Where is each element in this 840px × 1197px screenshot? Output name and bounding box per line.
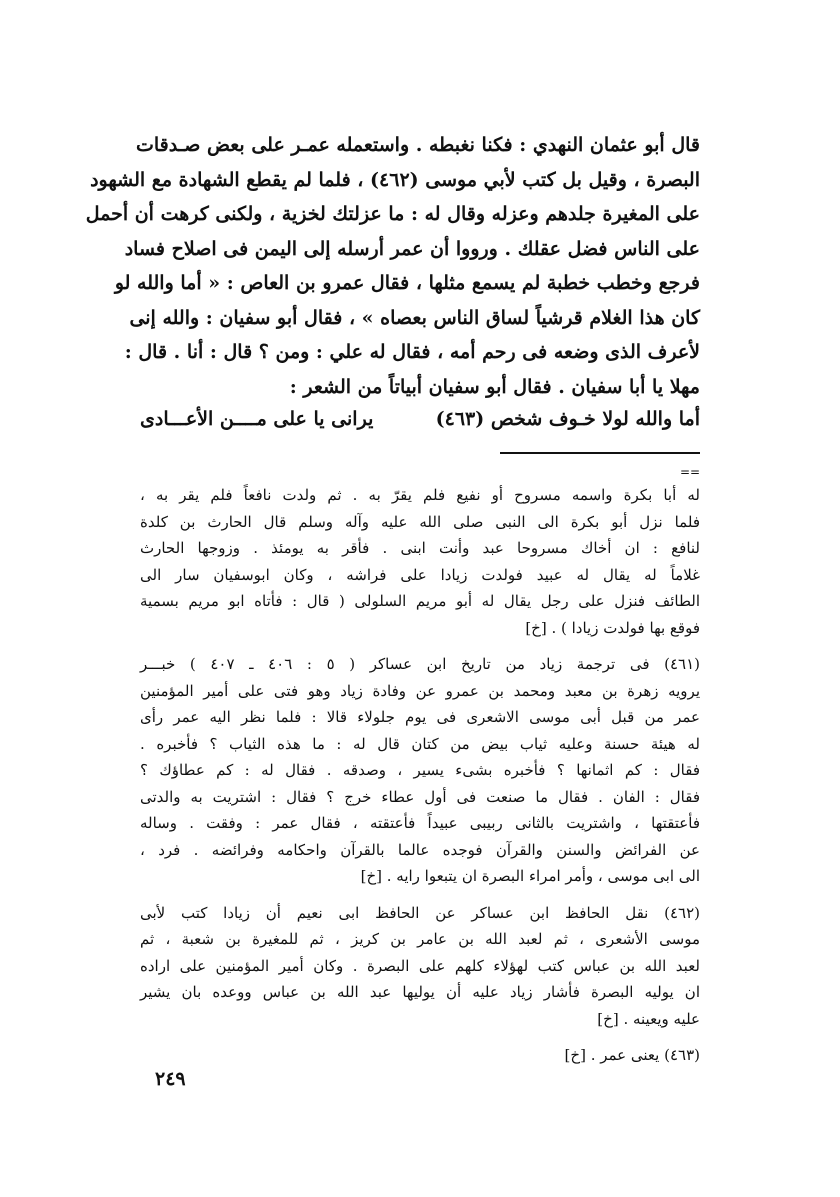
- footnote-line: الى ابى موسى ، وأمر امراء البصرة ان يتبعوا رايه . [خ]: [360, 867, 700, 885]
- footnote-line: له هيئة حسنة وعليه ثياب بيض من كتان قال له : ما هذه الثياب ؟ فأخبره .: [140, 734, 700, 753]
- footnote-line: (٤٦٣) يعنى عمر . [خ]: [564, 1046, 700, 1064]
- footnote-line: فوقع بها فولدت زيادا ) . [خ]: [525, 618, 700, 637]
- footnote-462: [140, 900, 700, 1033]
- footnote-line: (٤٦١) فى ترجمة زياد من تاريخ ابن عساكر ( ٥ : ٤٠٦ ـ ٤٠٧ ) خبـــر: [140, 655, 701, 673]
- main-text-line: على الناس فضل عقلك . ورووا أن عمر أرسله إلى اليمن فى اصلاح فساد: [124, 237, 700, 260]
- footnote-line: ان يوليه البصرة فأشار زياد عليه أن يوليها عبد الله بن عباس ووعده بان يشير: [140, 983, 700, 1001]
- footnote-line: (٤٦٢) نقل الحافظ ابن عساكر عن الحافظ ابى نعيم أن زيادا كتب لأبى: [140, 903, 700, 922]
- footnote-separator: [500, 452, 700, 454]
- main-text-line: فرجع وخطب خطبة لم يسمع مثلها ، فقال عمرو بن العاص : « أما والله لو: [114, 272, 700, 294]
- footnote-line: غلاماً له يقال له عبيد فولدت زيادا على فراشه ، وكان ابوسفيان سار الى: [140, 565, 700, 584]
- verse-first-hemistich: أما والله لولا خـوف شخص (٤٦٣): [435, 408, 700, 430]
- main-text-line: كان هذا الغلام قرشياً لساق الناس بعصاه » ، فقال أبو سفيان : والله إنى: [129, 306, 700, 329]
- footnote-line: فأعتقتها ، واشتريت بالثانى ربيبى عبيداً فأعتقته ، فقال عمر : وفقت . وساله: [140, 814, 700, 832]
- footnote-line: موسى الأشعرى ، ثم لعبد الله بن عامر بن كريز ، ثم للمغيرة بن شعبة ، ثم: [140, 930, 700, 948]
- footnote-line: الطائف فنزل على رجل يقال له أبو مريم السلولى ( قال : فأتاه ابو مريم بسمية: [140, 592, 700, 610]
- footnotes-section: [140, 482, 700, 1079]
- main-text-line: البصرة ، وقيل بل كتب لأبي موسى (٤٦٢) ، فلما لم يقطع الشهادة مع الشهود: [90, 168, 700, 191]
- footnote-continuation-mark: ==: [680, 465, 701, 479]
- main-text-line: مهلا يا أبا سفيان . فقال أبو سفيان أبياتاً من الشعر :: [289, 375, 700, 398]
- verse-second-hemistich: يرانى يا على مــــن الأعـــادى: [140, 408, 374, 430]
- main-text-line: على المغيرة جلدهم وعزله وقال له : ما عزلتك لخزية ، ولكنى كرهت أن أحمل: [85, 203, 700, 225]
- footnote-line: يرويه زهرة بن معبد ومحمد بن عمرو عن وفادة زياد وهو فتى على أمير المؤمنين: [140, 681, 700, 700]
- footnote-line: عليه ويعينه . [خ]: [597, 1009, 700, 1028]
- footnote-461: [140, 651, 700, 890]
- footnote-line: عن الفرائض والسنن والقرآن فوجده عالما بالقرآن واحكامه وفرائضه . فرد ،: [140, 840, 700, 859]
- footnote-line: فقال : كم اثمانها ؟ فأخبره بشىء يسير ، وصدقه . فقال له : كم عطاؤك ؟: [140, 761, 700, 779]
- footnote-continued: [140, 482, 700, 641]
- main-text-line: لأعرف الذى وضعه فى رحم أمه ، فقال له علي : ومن ؟ قال : أنا . قال :: [124, 341, 700, 363]
- footnote-line: فلما نزل أبو بكرة الى النبى صلى الله عليه وآله وسلم قال الحارث بن كلدة: [140, 512, 700, 531]
- footnote-line: عمر من قبل أبى موسى الاشعرى فى يوم جلولاء قالا : فلما نظر اليه عمر رأى: [140, 708, 700, 726]
- footnote-line: لعبد الله بن عباس كتب لهؤلاء كلهم على البصرة . وكان أمير المؤمنين على اراده: [140, 956, 700, 975]
- footnote-line: لنافع : ان أخاك مسروحا عبد وأنت ابنى . فأقر به يومئذ . وزوجها الحارث: [140, 539, 700, 557]
- main-text-line: قال أبو عثمان النهدي : فكنا نغبطه . واستعمله عمـر على بعض صـدقات: [135, 134, 700, 156]
- poem-verse: [140, 404, 700, 434]
- footnote-line: فقال : الفان . فقال ما صنعت فى أول عطاء خرج ؟ فقال : اشتريت به والدتى: [140, 787, 700, 806]
- page-number: ٢٤٩: [155, 1068, 186, 1090]
- main-body-text: [85, 128, 700, 404]
- footnote-463: [140, 1042, 700, 1069]
- footnote-line: له أبا بكرة واسمه مسروح أو نفيع فلم يقرّ به . ثم ولدت نافعاً فلم يقر به ،: [140, 486, 700, 504]
